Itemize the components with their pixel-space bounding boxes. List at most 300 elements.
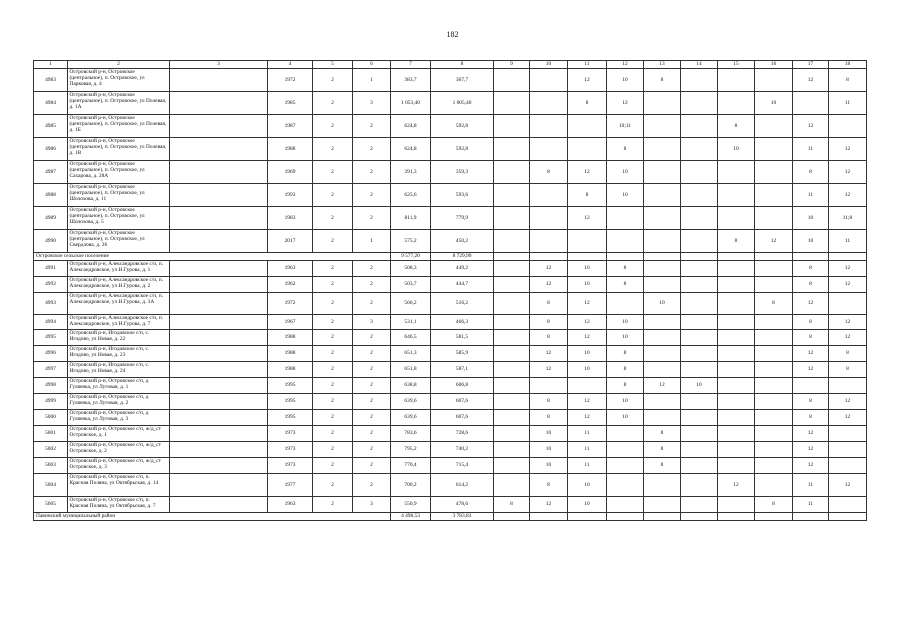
value-cell-col-13: 10 <box>644 293 681 315</box>
value-cell-col-15: 12 <box>718 474 755 497</box>
value-cell-col-8: 587,1 <box>431 362 494 378</box>
value-cell-col-18: 8 <box>829 69 867 92</box>
table-row <box>34 346 867 362</box>
value-cell-col-13 <box>644 362 681 378</box>
value-cell-col-13 <box>644 115 681 138</box>
value-cell-col-11: 10 <box>568 261 607 277</box>
value-cell-col-6: 2 <box>353 184 391 207</box>
value-cell-col-6: 2 <box>353 293 391 315</box>
address-cell: Островский р-н, Александровское с/п, п. Александровское, ул Н.Гурова, д. 2 <box>68 277 170 293</box>
value-cell-col-7: 625,6 <box>391 184 431 207</box>
table-row <box>34 442 867 458</box>
value-cell-col-16 <box>755 394 793 410</box>
value-cell-col-15 <box>718 346 755 362</box>
value-cell-col-7: 550,9 <box>391 497 431 513</box>
empty-cell <box>170 69 268 92</box>
value-cell-col-11: 11 <box>568 458 607 474</box>
column-number-header: 2 <box>68 61 170 69</box>
value-cell-col-4: 1973 <box>268 458 313 474</box>
empty-cell <box>170 115 268 138</box>
table-row <box>34 378 867 394</box>
row-number: 5003 <box>34 458 68 474</box>
value-cell-col-10: 12 <box>530 362 568 378</box>
value-cell-col-18 <box>829 378 867 394</box>
value-cell-col-17: 10 <box>793 207 829 230</box>
value-cell-col-14 <box>681 92 718 115</box>
value-cell-col-16 <box>755 261 793 277</box>
value-cell-col-5: 2 <box>313 378 353 394</box>
value-cell-col-10: 10 <box>530 426 568 442</box>
value-cell-col-8: 466,3 <box>431 315 494 330</box>
value-cell-col-15 <box>718 277 755 293</box>
address-cell: Островский р-н, Островское (центральное), п. Островское, ул Полевая, д. 1В <box>68 138 170 161</box>
value-cell-col-16 <box>755 315 793 330</box>
value-cell-col-5: 2 <box>313 115 353 138</box>
value-cell-col-15 <box>718 207 755 230</box>
value-cell-col-11 <box>568 138 607 161</box>
row-number: 4985 <box>34 115 68 138</box>
value-cell-col-6: 2 <box>353 410 391 426</box>
value-cell-col-9 <box>494 184 530 207</box>
value-cell-col-10: 8 <box>530 293 568 315</box>
value-cell-col-5: 2 <box>313 346 353 362</box>
table-row <box>34 474 867 497</box>
address-cell: Островский р-н, Островское с/п, ж/д_ст Островское, д. 2 <box>68 442 170 458</box>
value-cell-col-10 <box>530 378 568 394</box>
column-number-header: 9 <box>494 61 530 69</box>
column-number-header: 16 <box>755 61 793 69</box>
value-cell-col-13 <box>644 138 681 161</box>
empty-cell <box>170 277 268 293</box>
column-number-header: 12 <box>607 61 644 69</box>
address-cell: Островский р-н, Островское (центральное), п. Островское, ул Шолохова, д. 5 <box>68 207 170 230</box>
value-cell-col-18: 12 <box>829 394 867 410</box>
value-cell-col-6: 1 <box>353 230 391 253</box>
value-cell-col-7: 646,5 <box>391 330 431 346</box>
value-cell-col-6: 3 <box>353 92 391 115</box>
value-cell-col-16 <box>755 346 793 362</box>
value-cell-col-13 <box>644 474 681 497</box>
value-cell-col-17: 10 <box>793 230 829 253</box>
value-cell-col-16 <box>755 474 793 497</box>
value-cell-col-15 <box>718 330 755 346</box>
column-number-header-row <box>34 61 867 69</box>
value-cell-col-9: 8 <box>494 497 530 513</box>
value-cell-col-10: 12 <box>530 346 568 362</box>
page-number: 182 <box>446 30 459 39</box>
value-cell-col-18 <box>829 497 867 513</box>
value-cell-col-14 <box>681 277 718 293</box>
empty-cell <box>170 230 268 253</box>
value-cell-col-13 <box>644 497 681 513</box>
value-cell-col-4: 1995 <box>268 410 313 426</box>
value-cell-col-11: 10 <box>568 346 607 362</box>
value-cell-col-4: 1988 <box>268 330 313 346</box>
value-cell-col-14 <box>681 69 718 92</box>
subtotal-living-area: 3 783,83 <box>431 513 494 521</box>
value-cell-col-14 <box>681 315 718 330</box>
value-cell-col-16 <box>755 69 793 92</box>
value-cell-col-12 <box>607 293 644 315</box>
table-row <box>34 138 867 161</box>
value-cell-col-18: 12 <box>829 410 867 426</box>
value-cell-col-13: 8 <box>644 458 681 474</box>
value-cell-col-18 <box>829 442 867 458</box>
value-cell-col-14 <box>681 230 718 253</box>
value-cell-col-15 <box>718 315 755 330</box>
value-cell-col-5: 2 <box>313 394 353 410</box>
value-cell-col-10 <box>530 115 568 138</box>
value-cell-col-8: 1 005,40 <box>431 92 494 115</box>
value-cell-col-5: 2 <box>313 230 353 253</box>
value-cell-col-5: 2 <box>313 161 353 184</box>
value-cell-col-17: 12 <box>793 458 829 474</box>
column-number-header: 8 <box>431 61 494 69</box>
empty-cell <box>644 513 681 521</box>
value-cell-col-4: 1972 <box>268 293 313 315</box>
value-cell-col-14 <box>681 115 718 138</box>
value-cell-col-16: 8 <box>755 293 793 315</box>
value-cell-col-17: 12 <box>793 362 829 378</box>
value-cell-col-9 <box>494 207 530 230</box>
value-cell-col-7: 624,8 <box>391 115 431 138</box>
value-cell-col-9 <box>494 230 530 253</box>
address-cell: Островский р-н, Островское (центральное), п. Островское, ул Свердлова, д. 26 <box>68 230 170 253</box>
value-cell-col-7: 1 053,40 <box>391 92 431 115</box>
value-cell-col-6: 3 <box>353 315 391 330</box>
value-cell-col-9 <box>494 426 530 442</box>
value-cell-col-13 <box>644 230 681 253</box>
value-cell-col-11: 12 <box>568 330 607 346</box>
value-cell-col-13: 12 <box>644 378 681 394</box>
value-cell-col-10 <box>530 207 568 230</box>
value-cell-col-11: 12 <box>568 394 607 410</box>
value-cell-col-16 <box>755 138 793 161</box>
value-cell-col-12: 8 <box>607 362 644 378</box>
empty-cell <box>681 513 718 521</box>
value-cell-col-8: 450,2 <box>431 230 494 253</box>
value-cell-col-11: 11 <box>568 442 607 458</box>
address-cell: Островский р-н, Игодовское с/п, с. Игодово, ул Новая, д. 23 <box>68 346 170 362</box>
value-cell-col-11: 11 <box>568 426 607 442</box>
value-cell-col-15 <box>718 362 755 378</box>
value-cell-col-17: 11 <box>793 184 829 207</box>
value-cell-col-17: 12 <box>793 426 829 442</box>
value-cell-col-4: 1963 <box>268 497 313 513</box>
value-cell-col-4: 1973 <box>268 426 313 442</box>
column-number-header: 6 <box>353 61 391 69</box>
value-cell-col-8: 516,2 <box>431 293 494 315</box>
value-cell-col-15 <box>718 69 755 92</box>
table-row <box>34 426 867 442</box>
value-cell-col-8: 449,2 <box>431 261 494 277</box>
value-cell-col-17: 12 <box>793 346 829 362</box>
value-cell-col-4: 1977 <box>268 474 313 497</box>
value-cell-col-12: 8 <box>607 277 644 293</box>
value-cell-col-4: 1972 <box>268 69 313 92</box>
empty-cell <box>793 253 829 261</box>
value-cell-col-8: 607,6 <box>431 394 494 410</box>
value-cell-col-12: 8 <box>607 378 644 394</box>
value-cell-col-10 <box>530 184 568 207</box>
value-cell-col-11: 10 <box>568 474 607 497</box>
address-cell: Островский р-н, Островское (центральное), п. Островское, ул Шолохова, д. 11 <box>68 184 170 207</box>
value-cell-col-7: 638,8 <box>391 378 431 394</box>
value-cell-col-4: 1995 <box>268 394 313 410</box>
empty-cell <box>607 253 644 261</box>
value-cell-col-9 <box>494 378 530 394</box>
row-number: 4987 <box>34 161 68 184</box>
subtotal-label: Островское сельское поселение <box>34 253 391 261</box>
value-cell-col-12: 10 <box>607 410 644 426</box>
value-cell-col-4: 2017 <box>268 230 313 253</box>
value-cell-col-4: 1987 <box>268 115 313 138</box>
empty-cell <box>170 378 268 394</box>
empty-cell <box>755 253 793 261</box>
value-cell-col-14: 10 <box>681 378 718 394</box>
subtotal-row <box>34 513 867 521</box>
row-number: 4991 <box>34 261 68 277</box>
value-cell-col-7: 383,7 <box>391 69 431 92</box>
row-number: 4997 <box>34 362 68 378</box>
value-cell-col-4: 1985 <box>268 92 313 115</box>
value-cell-col-8: 715,4 <box>431 458 494 474</box>
value-cell-col-7: 531,1 <box>391 315 431 330</box>
value-cell-col-6: 2 <box>353 115 391 138</box>
row-number: 4998 <box>34 378 68 394</box>
value-cell-col-9 <box>494 315 530 330</box>
value-cell-col-15: 8 <box>718 115 755 138</box>
value-cell-col-12: 10 <box>607 330 644 346</box>
value-cell-col-17: 12 <box>793 293 829 315</box>
value-cell-col-11: 10 <box>568 362 607 378</box>
address-cell: Островский р-н, Островское с/п, ж/д_ст Островское, д. 1 <box>68 426 170 442</box>
subtotal-row <box>34 253 867 261</box>
value-cell-col-13 <box>644 394 681 410</box>
housing-register-table <box>33 60 867 521</box>
row-number: 5004 <box>34 474 68 497</box>
value-cell-col-17: 8 <box>793 277 829 293</box>
value-cell-col-18: 8 <box>829 346 867 362</box>
value-cell-col-16 <box>755 378 793 394</box>
value-cell-col-5: 2 <box>313 497 353 513</box>
value-cell-col-12 <box>607 207 644 230</box>
value-cell-col-13 <box>644 161 681 184</box>
value-cell-col-5: 2 <box>313 330 353 346</box>
value-cell-col-15 <box>718 442 755 458</box>
value-cell-col-10 <box>530 92 568 115</box>
address-cell: Островский р-н, Островское (центральное), п. Островское, ул Полевая, д. 1Б <box>68 115 170 138</box>
value-cell-col-7: 811,9 <box>391 207 431 230</box>
value-cell-col-16: 12 <box>755 230 793 253</box>
value-cell-col-4: 1969 <box>268 161 313 184</box>
value-cell-col-17: 12 <box>793 115 829 138</box>
value-cell-col-14 <box>681 410 718 426</box>
empty-cell <box>494 253 530 261</box>
value-cell-col-9 <box>494 458 530 474</box>
value-cell-col-9 <box>494 261 530 277</box>
value-cell-col-18 <box>829 458 867 474</box>
address-cell: Островский р-н, Островское с/п, д Гуляевка, ул Луговая, д. 1 <box>68 378 170 394</box>
address-cell: Островский р-н, Островское с/п, д Гуляевка, ул Луговая, д. 3 <box>68 410 170 426</box>
value-cell-col-13 <box>644 277 681 293</box>
value-cell-col-12: 8 <box>607 138 644 161</box>
subtotal-total-area: 4 498,53 <box>391 513 431 521</box>
value-cell-col-16 <box>755 115 793 138</box>
value-cell-col-12: 10 <box>607 394 644 410</box>
value-cell-col-12 <box>607 426 644 442</box>
empty-cell <box>170 92 268 115</box>
value-cell-col-18: 11 <box>829 230 867 253</box>
empty-cell <box>170 474 268 497</box>
value-cell-col-18: 8 <box>829 362 867 378</box>
value-cell-col-15: 10 <box>718 138 755 161</box>
empty-cell <box>755 513 793 521</box>
value-cell-col-6: 2 <box>353 346 391 362</box>
column-number-header: 11 <box>568 61 607 69</box>
value-cell-col-16: 8 <box>755 497 793 513</box>
value-cell-col-7: 639,6 <box>391 410 431 426</box>
value-cell-col-15 <box>718 410 755 426</box>
value-cell-col-14 <box>681 458 718 474</box>
value-cell-col-7: 651,3 <box>391 346 431 362</box>
value-cell-col-12: 10 <box>607 161 644 184</box>
value-cell-col-6: 2 <box>353 378 391 394</box>
address-cell: Островский р-н, Островское с/п, ж/д_ст Островское, д. 3 <box>68 458 170 474</box>
table-row <box>34 277 867 293</box>
value-cell-col-5: 2 <box>313 474 353 497</box>
value-cell-col-12: 10 <box>607 184 644 207</box>
value-cell-col-4: 1967 <box>268 315 313 330</box>
value-cell-col-7: 770,4 <box>391 458 431 474</box>
value-cell-col-12 <box>607 474 644 497</box>
value-cell-col-6: 2 <box>353 426 391 442</box>
value-cell-col-9 <box>494 115 530 138</box>
empty-cell <box>494 513 530 521</box>
value-cell-col-6: 2 <box>353 458 391 474</box>
value-cell-col-13 <box>644 330 681 346</box>
value-cell-col-9 <box>494 410 530 426</box>
table-row <box>34 315 867 330</box>
address-cell: Островский р-н, Александровское с/п, п. Александровское, ул Н.Гурова, д. 3А <box>68 293 170 315</box>
value-cell-col-7: 651,8 <box>391 362 431 378</box>
value-cell-col-5: 2 <box>313 458 353 474</box>
value-cell-col-8: 581,5 <box>431 330 494 346</box>
value-cell-col-17 <box>793 378 829 394</box>
row-number: 4989 <box>34 207 68 230</box>
value-cell-col-9 <box>494 293 530 315</box>
value-cell-col-7: 783,6 <box>391 426 431 442</box>
table-row <box>34 92 867 115</box>
value-cell-col-12: 12 <box>607 92 644 115</box>
table-row <box>34 394 867 410</box>
value-cell-col-10: 10 <box>530 458 568 474</box>
subtotal-label: Павинский муниципальный район <box>34 513 391 521</box>
empty-cell <box>170 458 268 474</box>
row-number: 4996 <box>34 346 68 362</box>
value-cell-col-5: 2 <box>313 426 353 442</box>
address-cell: Островский р-н, Островское с/п, д Гуляевка, ул Луговая, д. 2 <box>68 394 170 410</box>
value-cell-col-5: 2 <box>313 277 353 293</box>
value-cell-col-14 <box>681 330 718 346</box>
value-cell-col-18: 12 <box>829 261 867 277</box>
value-cell-col-14 <box>681 138 718 161</box>
empty-cell <box>829 513 867 521</box>
value-cell-col-11: 12 <box>568 69 607 92</box>
value-cell-col-7: 503,7 <box>391 277 431 293</box>
value-cell-col-6: 2 <box>353 442 391 458</box>
value-cell-col-5: 2 <box>313 92 353 115</box>
address-cell: Островский р-н, Игодовское с/п, с. Игодово, ул Новая, д. 22 <box>68 330 170 346</box>
value-cell-col-11: 8 <box>568 184 607 207</box>
value-cell-col-8: 592,8 <box>431 115 494 138</box>
value-cell-col-13 <box>644 315 681 330</box>
empty-cell <box>568 513 607 521</box>
value-cell-col-10: 8 <box>530 330 568 346</box>
value-cell-col-15 <box>718 161 755 184</box>
value-cell-col-17: 11 <box>793 138 829 161</box>
table-row <box>34 161 867 184</box>
column-number-header: 10 <box>530 61 568 69</box>
row-number: 4995 <box>34 330 68 346</box>
value-cell-col-16 <box>755 362 793 378</box>
value-cell-col-5: 2 <box>313 184 353 207</box>
value-cell-col-6: 2 <box>353 394 391 410</box>
table-row <box>34 207 867 230</box>
value-cell-col-18: 12 <box>829 161 867 184</box>
value-cell-col-18: 12 <box>829 474 867 497</box>
value-cell-col-13 <box>644 346 681 362</box>
value-cell-col-12 <box>607 458 644 474</box>
value-cell-col-11: 12 <box>568 410 607 426</box>
value-cell-col-4: 1962 <box>268 277 313 293</box>
value-cell-col-9 <box>494 138 530 161</box>
empty-cell <box>170 362 268 378</box>
value-cell-col-12: 10 <box>607 315 644 330</box>
value-cell-col-14 <box>681 207 718 230</box>
value-cell-col-11 <box>568 378 607 394</box>
value-cell-col-10: 12 <box>530 497 568 513</box>
empty-cell <box>170 410 268 426</box>
row-number: 4992 <box>34 277 68 293</box>
value-cell-col-17: 8 <box>793 261 829 277</box>
value-cell-col-5: 2 <box>313 293 353 315</box>
value-cell-col-4: 1995 <box>268 378 313 394</box>
empty-cell <box>170 346 268 362</box>
value-cell-col-6: 2 <box>353 261 391 277</box>
value-cell-col-15 <box>718 458 755 474</box>
value-cell-col-9 <box>494 330 530 346</box>
column-number-header: 5 <box>313 61 353 69</box>
value-cell-col-4: 1988 <box>268 346 313 362</box>
subtotal-total-area: 9 577,20 <box>391 253 431 261</box>
row-number: 5005 <box>34 497 68 513</box>
value-cell-col-16 <box>755 426 793 442</box>
value-cell-col-9 <box>494 442 530 458</box>
subtotal-living-area: 8 729,90 <box>431 253 494 261</box>
value-cell-col-9 <box>494 161 530 184</box>
value-cell-col-18: 11 <box>829 92 867 115</box>
value-cell-col-15 <box>718 378 755 394</box>
value-cell-col-4: 1963 <box>268 261 313 277</box>
value-cell-col-6: 2 <box>353 207 391 230</box>
value-cell-col-14 <box>681 442 718 458</box>
value-cell-col-17: 8 <box>793 394 829 410</box>
value-cell-col-17: 8 <box>793 315 829 330</box>
empty-cell <box>170 161 268 184</box>
row-number: 4994 <box>34 315 68 330</box>
empty-cell <box>530 513 568 521</box>
